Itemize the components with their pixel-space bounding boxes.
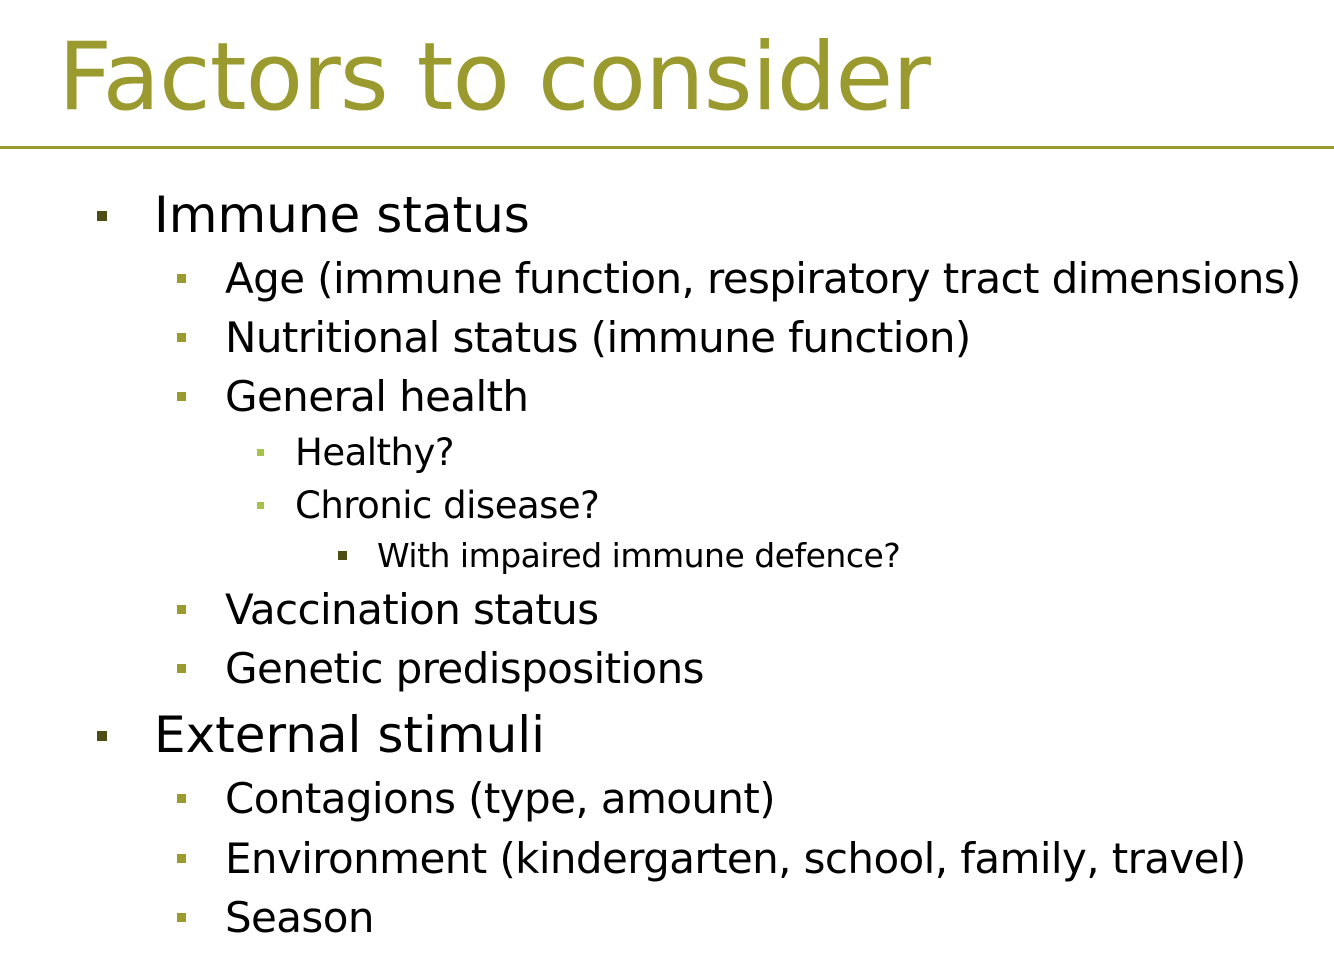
square-bullet-icon [177,794,186,803]
slide-title: Factors to consider [58,23,930,132]
bullet-text: Genetic predispositions [225,644,704,693]
bullet-text: Age (immune function, respiratory tract dimensions) [225,254,1301,303]
bullet-text: Season [225,893,374,942]
square-bullet-icon [257,449,264,456]
bullet-text: Immune status [154,186,530,244]
square-bullet-icon [177,333,186,342]
bullet-text: Chronic disease? [295,484,600,527]
bullet-text: With impaired immune defence? [377,536,901,575]
square-bullet-icon [257,502,264,509]
square-bullet-icon [177,854,186,863]
bullet-text: Healthy? [295,431,455,474]
square-bullet-icon [177,274,186,283]
square-bullet-icon [97,211,107,221]
square-bullet-icon [177,913,186,922]
square-bullet-icon [97,731,107,741]
square-bullet-icon [177,605,186,614]
square-bullet-icon [338,551,347,560]
bullet-text: External stimuli [154,706,546,764]
bullet-text: Vaccination status [225,585,599,634]
square-bullet-icon [177,664,186,673]
bullet-text: Nutritional status (immune function) [225,313,971,362]
bullet-text: Contagions (type, amount) [225,774,776,823]
square-bullet-icon [177,392,186,401]
bullet-text: Environment (kindergarten, school, family, travel) [225,834,1246,883]
title-divider [0,146,1334,149]
bullet-text: General health [225,372,529,421]
